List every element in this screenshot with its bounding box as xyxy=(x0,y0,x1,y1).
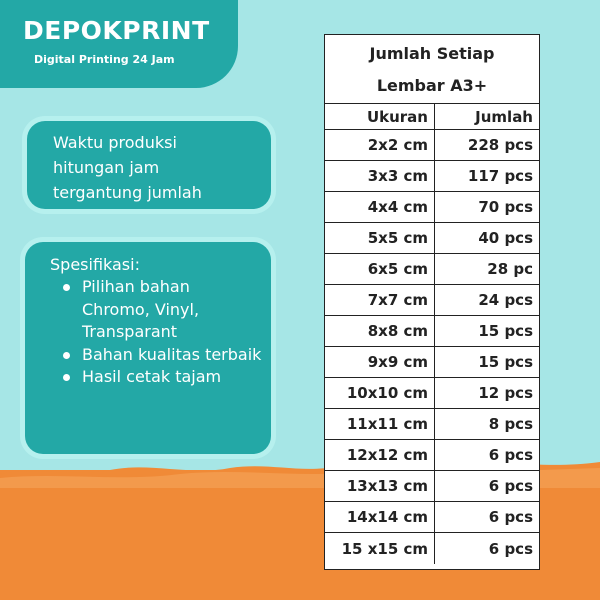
info-line: Waktu produksi xyxy=(53,133,177,152)
info-line: hitungan jam xyxy=(53,158,160,177)
table-row xyxy=(325,347,539,378)
table-body xyxy=(325,130,539,564)
table-header xyxy=(325,35,539,130)
qty-cell: 117 pcs xyxy=(467,167,533,185)
info-line: tergantung jumlah xyxy=(53,183,202,202)
table-row xyxy=(325,378,539,409)
size-cell: 11x11 cm xyxy=(325,409,435,439)
table-row xyxy=(325,192,539,223)
size-cell: 10x10 cm xyxy=(325,378,435,408)
size-cell: 12x12 cm xyxy=(325,440,435,470)
brand-subtitle: Digital Printing 24 Jam xyxy=(34,53,175,66)
qty-cell: 24 pcs xyxy=(478,291,533,309)
size-cell: 6x5 cm xyxy=(325,254,435,284)
qty-cell: 28 pc xyxy=(487,260,533,278)
spec-list xyxy=(62,276,262,389)
brand-title: DEPOKPRINT xyxy=(23,16,210,45)
size-cell: 2x2 cm xyxy=(325,130,435,160)
size-cell: 8x8 cm xyxy=(325,316,435,346)
qty-cell: 6 pcs xyxy=(488,539,533,558)
qty-cell: 15 pcs xyxy=(478,322,533,340)
table-row xyxy=(325,161,539,192)
spec-heading: Spesifikasi: xyxy=(50,255,140,274)
table-row xyxy=(325,502,539,533)
qty-cell: 6 pcs xyxy=(488,446,533,464)
size-cell: 5x5 cm xyxy=(325,223,435,253)
table-title-line-2: Lembar A3+ xyxy=(376,76,488,95)
table-row xyxy=(325,533,539,564)
table-row xyxy=(325,130,539,161)
table-row xyxy=(325,471,539,502)
table-row xyxy=(325,440,539,471)
table-title-line-1: Jumlah Setiap xyxy=(369,44,495,63)
brand-header xyxy=(0,0,238,88)
size-cell: 3x3 cm xyxy=(325,161,435,191)
column-header-size: Ukuran xyxy=(325,104,435,130)
quantity-table xyxy=(324,34,540,570)
qty-cell: 40 pcs xyxy=(478,229,533,247)
spec-item: Hasil cetak tajam xyxy=(62,366,262,389)
spec-item: Pilihan bahan Chromo, Vinyl, Transparant xyxy=(62,276,262,344)
qty-cell: 6 pcs xyxy=(488,477,533,495)
table-row xyxy=(325,223,539,254)
table-row xyxy=(325,285,539,316)
production-time-text xyxy=(53,130,202,205)
size-cell: 9x9 cm xyxy=(325,347,435,377)
spec-item: Bahan kualitas terbaik xyxy=(62,344,262,367)
table-row xyxy=(325,316,539,347)
size-cell: 4x4 cm xyxy=(325,192,435,222)
qty-cell: 70 pcs xyxy=(478,198,533,216)
table-row xyxy=(325,409,539,440)
column-header-qty: Jumlah xyxy=(475,108,533,126)
qty-cell: 228 pcs xyxy=(467,136,533,154)
qty-cell: 12 pcs xyxy=(478,384,533,402)
qty-cell: 15 pcs xyxy=(478,353,533,371)
size-cell: 15 x15 cm xyxy=(325,533,435,564)
production-time-card xyxy=(27,121,271,209)
column-header-row xyxy=(325,103,539,130)
size-cell: 14x14 cm xyxy=(325,502,435,532)
qty-cell: 8 pcs xyxy=(488,415,533,433)
size-cell: 13x13 cm xyxy=(325,471,435,501)
table-row xyxy=(325,254,539,285)
size-cell: 7x7 cm xyxy=(325,285,435,315)
specification-card xyxy=(25,242,271,454)
qty-cell: 6 pcs xyxy=(488,508,533,526)
